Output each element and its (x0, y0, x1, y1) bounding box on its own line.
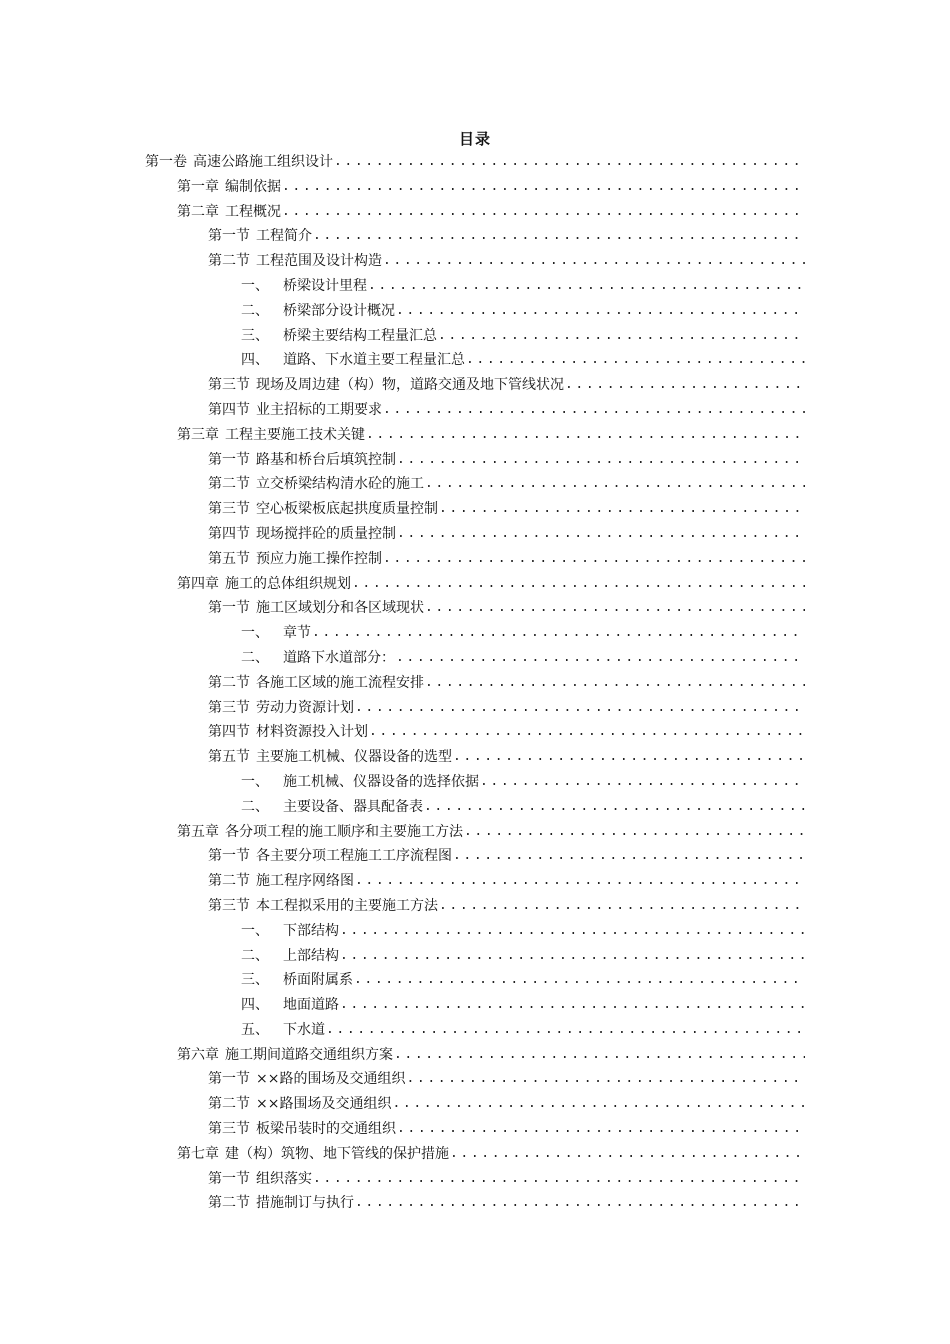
toc-dot-leader (405, 1067, 805, 1092)
toc-entry-title: 路基和桥台后填筑控制 (256, 451, 396, 468)
toc-dot-leader (281, 200, 805, 225)
toc-entry-title: 下部结构 (283, 922, 339, 939)
toc-dot-leader (424, 472, 805, 497)
toc-dot-leader (339, 993, 805, 1018)
toc-entry-prefix: 二、 (241, 302, 269, 319)
toc-entry-title: 下水道 (283, 1021, 325, 1038)
toc-entry-title: 材料资源投入计划 (256, 724, 368, 741)
toc-dot-leader (396, 448, 805, 473)
toc-entry[interactable] (145, 373, 805, 398)
toc-entry[interactable] (145, 1092, 805, 1117)
toc-entry[interactable] (145, 1043, 805, 1068)
toc-dot-leader (391, 1092, 805, 1117)
toc-entry-title: 桥梁设计里程 (283, 277, 367, 294)
toc-entry[interactable] (145, 398, 805, 423)
toc-entry-prefix: 第四节 (208, 401, 250, 418)
toc-dot-leader (395, 646, 805, 671)
toc-entry[interactable] (145, 572, 805, 597)
toc-entry[interactable] (145, 646, 805, 671)
toc-entry-title: 道路、下水道主要工程量汇总 (283, 352, 465, 369)
toc-entry-prefix: 第一节 (208, 451, 250, 468)
toc-entry[interactable] (145, 547, 805, 572)
toc-entry[interactable] (145, 150, 805, 175)
toc-entry-title: 现场搅拌砼的质量控制 (256, 525, 396, 542)
toc-entry-title: 施工程序网络图 (256, 873, 354, 890)
toc-entry-title: 施工期间道路交通组织方案 (225, 1046, 393, 1063)
toc-dot-leader (382, 249, 805, 274)
toc-dot-leader (449, 1142, 805, 1167)
toc-entry-prefix: 第三节 (208, 699, 250, 716)
toc-dot-leader (396, 522, 805, 547)
toc-entry-title: 工程简介 (256, 228, 312, 245)
toc-entry[interactable] (145, 1117, 805, 1142)
toc-entry[interactable] (145, 324, 805, 349)
toc-entry-prefix: 二、 (241, 649, 269, 666)
toc-entry-title: 桥面附属系 (283, 972, 353, 989)
toc-entry[interactable] (145, 993, 805, 1018)
toc-entry-title: 编制依据 (225, 178, 281, 195)
toc-dot-leader (437, 324, 805, 349)
toc-entry-prefix: 一、 (241, 625, 269, 642)
toc-entry[interactable] (145, 522, 805, 547)
toc-dot-leader (564, 373, 805, 398)
toc-entry-title: 空心板梁板底起拱度质量控制 (256, 501, 438, 518)
toc-entry-title: 建（构）筑物、地下管线的保护措施 (225, 1145, 449, 1162)
toc-entry-title: 地面道路 (283, 997, 339, 1014)
toc-title: 目录 (458, 130, 491, 148)
toc-entry[interactable] (145, 249, 805, 274)
toc-dot-leader (382, 547, 805, 572)
toc-entry[interactable] (145, 1167, 805, 1192)
toc-dot-leader (311, 621, 805, 646)
toc-entry-prefix: 第一节 (208, 1170, 250, 1187)
toc-dot-leader (438, 894, 805, 919)
toc-entry-title: 桥梁主要结构工程量汇总 (283, 327, 437, 344)
toc-entry-prefix: 第一节 (208, 600, 250, 617)
toc-entry-title: 各施工区域的施工流程安排 (256, 674, 424, 691)
toc-dot-leader (354, 696, 805, 721)
toc-entry-prefix: 第三章 (177, 426, 219, 443)
toc-entry[interactable] (145, 820, 805, 845)
toc-entry-title: 桥梁部分设计概况 (283, 302, 395, 319)
toc-entry[interactable] (145, 448, 805, 473)
toc-dot-leader (465, 348, 805, 373)
toc-entry-prefix: 第一卷 (145, 154, 187, 170)
toc-entry-title: 板梁吊装时的交通组织 (256, 1121, 396, 1138)
toc-entry[interactable] (145, 770, 805, 795)
toc-entry-title: ××路的围场及交通组织 (256, 1071, 406, 1088)
toc-entry-title: 组织落实 (256, 1170, 312, 1187)
toc-dot-leader (463, 820, 805, 845)
toc-dot-leader (351, 572, 805, 597)
toc-dot-leader (395, 299, 805, 324)
toc-dot-leader (452, 745, 805, 770)
toc-entry-prefix: 四、 (241, 997, 269, 1014)
toc-entry-title: 业主招标的工期要求 (256, 401, 382, 418)
toc-entry-prefix: 第四节 (208, 525, 250, 542)
toc-entry[interactable] (145, 423, 805, 448)
toc-entry-prefix: 第五章 (177, 823, 219, 840)
toc-entry-prefix: 四、 (241, 352, 269, 369)
toc-dot-leader (438, 497, 805, 522)
toc-entry-prefix: 二、 (241, 798, 269, 815)
toc-dot-leader (423, 795, 805, 820)
toc-entry-title: 本工程拟采用的主要施工方法 (256, 897, 438, 914)
toc-dot-leader (424, 596, 805, 621)
toc-entry-title: 施工的总体组织规划 (225, 575, 351, 592)
toc-entry[interactable] (145, 919, 805, 944)
toc-entry-prefix: 一、 (241, 922, 269, 939)
toc-entry[interactable] (145, 795, 805, 820)
toc-entry-prefix: 第二节 (208, 253, 250, 270)
toc-entry-prefix: 第六章 (177, 1046, 219, 1063)
toc-entry-prefix: 第二节 (208, 1195, 250, 1212)
toc-entry[interactable] (145, 696, 805, 721)
toc-entry-title: 施工区域划分和各区域现状 (256, 600, 424, 617)
toc-entry[interactable] (145, 1142, 805, 1167)
toc-entry-prefix: 第一节 (208, 848, 250, 865)
toc-entry[interactable] (145, 274, 805, 299)
toc-entry-title: 工程主要施工技术关键 (225, 426, 365, 443)
toc-entry-prefix: 第五节 (208, 749, 250, 766)
toc-dot-leader (382, 398, 805, 423)
toc-entry-title: ××路围场及交通组织 (256, 1096, 392, 1113)
toc-dot-leader (312, 1167, 805, 1192)
toc-dot-leader (365, 423, 805, 448)
toc-entry[interactable] (145, 968, 805, 993)
toc-dot-leader (312, 224, 805, 249)
toc-entry-prefix: 第四节 (208, 724, 250, 741)
toc-entry-prefix: 第一章 (177, 178, 219, 195)
toc-entry-title: 工程概况 (225, 203, 281, 220)
toc-entry-prefix: 第三节 (208, 501, 250, 518)
toc-entry-prefix: 第二节 (208, 873, 250, 890)
toc-dot-leader (424, 671, 805, 696)
toc-entry-prefix: 第三节 (208, 1121, 250, 1138)
toc-entry[interactable] (145, 944, 805, 969)
toc-dot-leader (367, 274, 805, 299)
toc-entry-title: 各分项工程的施工顺序和主要施工方法 (225, 823, 463, 840)
toc-entry-prefix: 第二章 (177, 203, 219, 220)
toc-entry[interactable] (145, 472, 805, 497)
toc-entry-prefix: 第三节 (208, 377, 250, 394)
toc-dot-leader (479, 770, 805, 795)
toc-dot-leader (368, 720, 805, 745)
toc-entry[interactable] (145, 844, 805, 869)
toc-entry[interactable] (145, 745, 805, 770)
toc-entry-title: 主要施工机械、仪器设备的选型 (256, 749, 452, 766)
toc-entry-prefix: 第二节 (208, 476, 250, 493)
toc-entry-prefix: 第七章 (177, 1145, 219, 1162)
toc-entry[interactable] (145, 869, 805, 894)
toc-entry[interactable] (145, 224, 805, 249)
toc-entry[interactable] (145, 671, 805, 696)
toc-entry-prefix: 一、 (241, 277, 269, 294)
toc-entry-title: 立交桥梁结构清水砼的施工 (256, 476, 424, 493)
toc-entry-prefix: 第三节 (208, 897, 250, 914)
toc-entry[interactable] (145, 1067, 805, 1092)
toc-dot-leader (325, 1018, 805, 1043)
toc-dot-leader (339, 919, 805, 944)
toc-entry-title: 劳动力资源计划 (256, 699, 354, 716)
toc-dot-leader (333, 150, 805, 175)
toc-dot-leader (396, 1117, 805, 1142)
toc-dot-leader (393, 1043, 805, 1068)
toc-dot-leader (452, 844, 805, 869)
toc-entry-title: 现场及周边建（构）物，道路交通及地下管线状况 (256, 377, 564, 394)
toc-entry-title: 上部结构 (283, 947, 339, 964)
toc-entry-title: 各主要分项工程施工工序流程图 (256, 848, 452, 865)
toc-entry-prefix: 二、 (241, 947, 269, 964)
toc-entry-prefix: 第二节 (208, 674, 250, 691)
table-of-contents (145, 150, 805, 1216)
toc-entry-prefix: 第五节 (208, 550, 250, 567)
toc-entry-title: 高速公路施工组织设计 (193, 154, 333, 170)
toc-entry-title: 预应力施工操作控制 (256, 550, 382, 567)
toc-entry-prefix: 一、 (241, 773, 269, 790)
toc-entry-title: 工程范围及设计构造 (256, 253, 382, 270)
toc-dot-leader (354, 869, 805, 894)
toc-dot-leader (354, 1191, 805, 1216)
toc-entry[interactable] (145, 299, 805, 324)
toc-dot-leader (281, 175, 805, 200)
toc-entry-title: 章节 (283, 625, 311, 642)
toc-entry-title: 施工机械、仪器设备的选择依据 (283, 773, 479, 790)
toc-entry[interactable] (145, 596, 805, 621)
toc-entry[interactable] (145, 1018, 805, 1043)
toc-entry-prefix: 第二节 (208, 1096, 250, 1113)
toc-entry[interactable] (145, 720, 805, 745)
toc-dot-leader (353, 968, 805, 993)
toc-entry-title: 措施制订与执行 (256, 1195, 354, 1212)
toc-entry-title: 道路下水道部分： (283, 649, 395, 666)
toc-entry-prefix: 三、 (241, 972, 269, 989)
toc-entry-prefix: 五、 (241, 1021, 269, 1038)
toc-entry[interactable] (145, 200, 805, 225)
toc-entry[interactable] (145, 894, 805, 919)
toc-entry[interactable] (145, 348, 805, 373)
toc-dot-leader (339, 944, 805, 969)
toc-entry-prefix: 第四章 (177, 575, 219, 592)
toc-entry[interactable] (145, 621, 805, 646)
toc-entry-prefix: 三、 (241, 327, 269, 344)
toc-entry[interactable] (145, 497, 805, 522)
toc-entry[interactable] (145, 1191, 805, 1216)
toc-entry[interactable] (145, 175, 805, 200)
toc-entry-prefix: 第一节 (208, 1071, 250, 1088)
toc-entry-title: 主要设备、器具配备表 (283, 798, 423, 815)
toc-entry-prefix: 第一节 (208, 228, 250, 245)
